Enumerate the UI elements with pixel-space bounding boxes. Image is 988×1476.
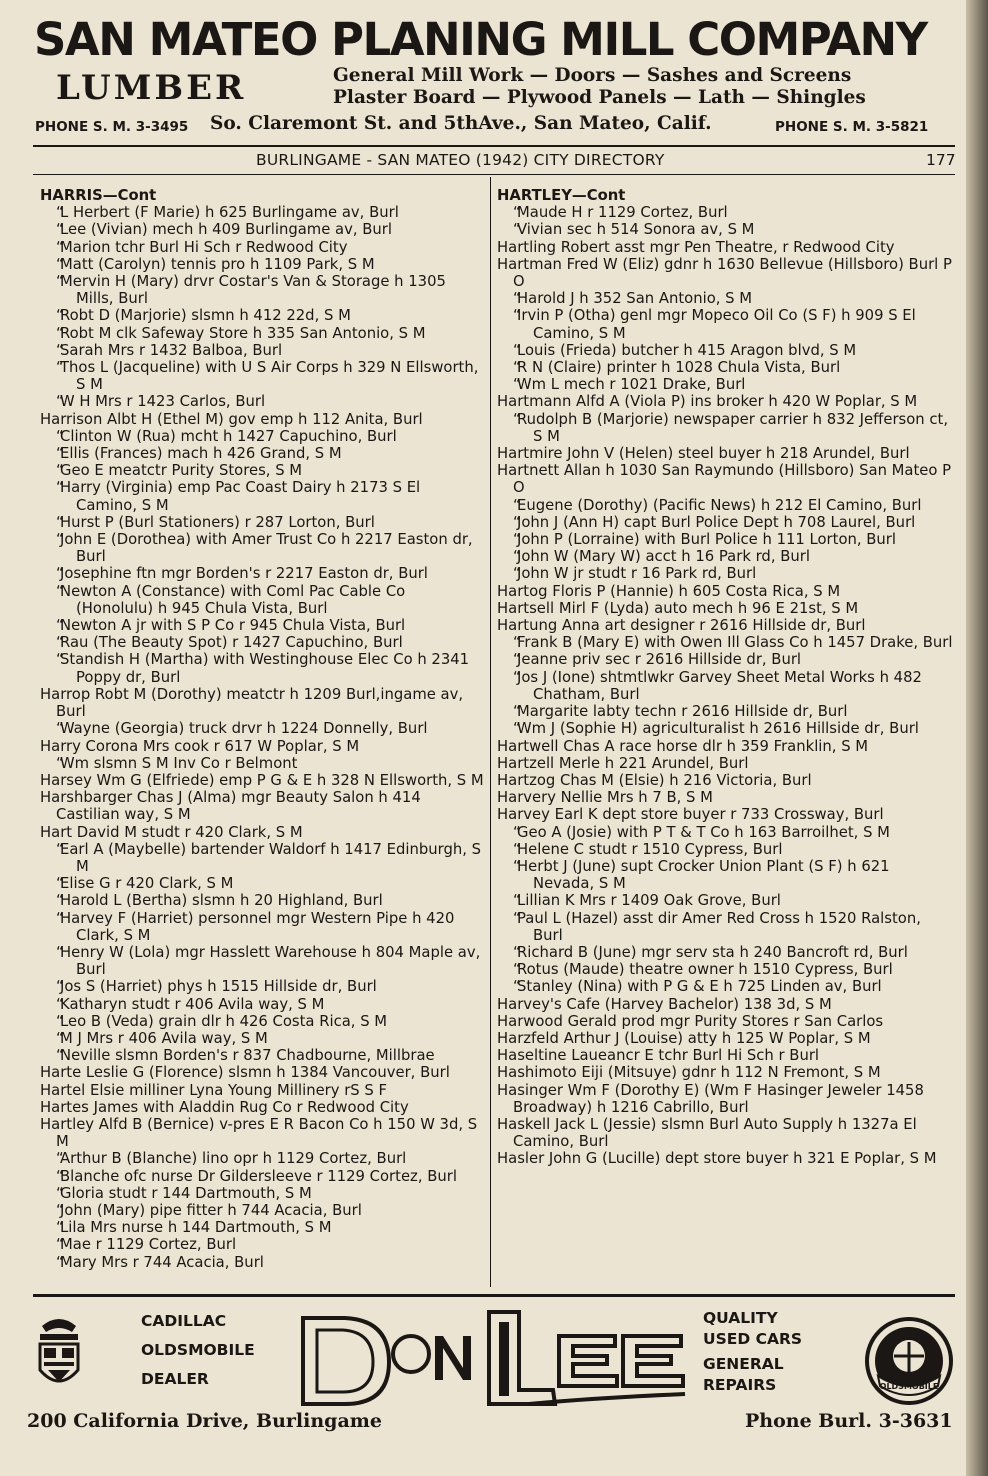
directory-entry: Hasler John G (Lucille) dept store buyer h 321 E Poplar, S M xyxy=(497,1150,937,1168)
directory-entry: “ Jos J (Ione) shtmtlwkr Garvey Sheet Metal Works h 482 Chatham, Burl xyxy=(497,669,955,703)
footer-ad-left-line-2: OLDSMOBILE xyxy=(141,1341,255,1359)
directory-entry: Harry Corona Mrs cook r 617 W Poplar, S M xyxy=(40,737,360,755)
directory-entry: “ L Herbert (F Marie) h 625 Burlingame av, Burl xyxy=(40,204,484,221)
directory-entry: “ Katharyn studt r 406 Avila way, S M xyxy=(40,996,484,1013)
directory-entry: Harvery Nellie Mrs h 7 B, S M xyxy=(497,789,713,807)
directory-entry: “ Mary Mrs r 744 Acacia, Burl xyxy=(40,1254,484,1271)
directory-entry: Hasinger Wm F (Dorothy E) (Wm F Hasinger Jeweler 1458 Broadway) h 1216 Cabrillo, Burl xyxy=(497,1081,924,1116)
directory-entry: Harvey's Cafe (Harvey Bachelor) 138 3d, S M xyxy=(497,995,832,1013)
directory-entry: “ Mae r 1129 Cortez, Burl xyxy=(40,1236,484,1253)
directory-entry: Harshbarger Chas J (Alma) mgr Beauty Salon h 414 Castilian way, S M xyxy=(40,789,421,824)
directory-entry: “ W H Mrs r 1423 Carlos, Burl xyxy=(40,393,484,410)
page-binding-shadow xyxy=(966,0,988,1476)
directory-entry: Haseltine Laueancr E tchr Burl Hi Sch r Burl xyxy=(497,1047,820,1065)
directory-entry: “ Robt D (Marjorie) slsmn h 412 22d, S M xyxy=(40,307,484,324)
directory-entry: “ Rau (The Beauty Spot) r 1427 Capuchino, Burl xyxy=(40,634,484,651)
oldsmobile-emblem-icon xyxy=(864,1316,954,1406)
header-ad-line-1: General Mill Work — Doors — Sashes and Screens xyxy=(333,65,852,86)
footer-ad-right-line-4: REPAIRS xyxy=(703,1376,777,1394)
directory-entry: Hartling Robert asst mgr Pen Theatre, r Redwood City xyxy=(497,238,895,256)
directory-entry: Hartnett Allan h 1030 San Raymundo (Hillsboro) San Mateo P O xyxy=(497,462,952,497)
directory-entry: “ Marion tchr Burl Hi Sch r Redwood City xyxy=(40,239,484,256)
footer-ad-left-line-3: DEALER xyxy=(141,1370,209,1388)
directory-entry: “ Wm J (Sophie H) agriculturalist h 2616 Hillside dr, Burl xyxy=(497,720,955,737)
directory-entry: “ Clinton W (Rua) mcht h 1427 Capuchino, Burl xyxy=(40,428,484,445)
directory-entry: “ Rotus (Maude) theatre owner h 1510 Cypress, Burl xyxy=(497,961,955,978)
right-column xyxy=(497,187,955,1168)
directory-entry: “ Maude H r 1129 Cortez, Burl xyxy=(497,204,955,221)
directory-entry: “ Arthur B (Blanche) lino opr h 1129 Cortez, Burl xyxy=(40,1150,484,1167)
directory-entry: Hartung Anna art designer r 2616 Hillside dr, Burl xyxy=(497,617,866,635)
directory-entry: “ Earl A (Maybelle) bartender Waldorf h 1417 Edinburgh, S M xyxy=(40,841,484,875)
directory-entry: “ Ellis (Frances) mach h 426 Grand, S M xyxy=(40,445,484,462)
directory-entry: “ John W jr studt r 16 Park rd, Burl xyxy=(497,565,955,582)
directory-entry: “ Wayne (Georgia) truck drvr h 1224 Donnelly, Burl xyxy=(40,720,484,737)
footer-ad-phone: Phone Burl. 3-3631 xyxy=(745,1410,953,1432)
directory-entry: “ Richard B (June) mgr serv sta h 240 Bancroft rd, Burl xyxy=(497,944,955,961)
footer-ad-address: 200 California Drive, Burlingame xyxy=(27,1410,382,1432)
directory-entry: Haskell Jack L (Jessie) slsmn Burl Auto Supply h 1327a El Camino, Burl xyxy=(497,1115,917,1151)
footer-ad-right-line-3: GENERAL xyxy=(703,1355,784,1373)
directory-entry: “ Harold J h 352 San Antonio, S M xyxy=(497,290,955,307)
continuation-heading: HARTLEY—Cont xyxy=(497,187,626,204)
directory-entry: Harrop Robt M (Dorothy) meatctr h 1209 Burl,ingame av, Burl xyxy=(40,685,464,721)
directory-entry: “ Stanley (Nina) with P G & E h 725 Linden av, Burl xyxy=(497,978,955,995)
directory-entry: “ Sarah Mrs r 1432 Balboa, Burl xyxy=(40,342,484,359)
directory-entry: “ Eugene (Dorothy) (Pacific News) h 212 El Camino, Burl xyxy=(497,497,955,514)
directory-entry: “ Leo B (Veda) grain dlr h 426 Costa Rica, S M xyxy=(40,1013,484,1030)
directory-entry: “ John E (Dorothea) with Amer Trust Co h 2217 Easton dr, Burl xyxy=(40,531,484,565)
footer-rule xyxy=(33,1294,955,1297)
directory-entry: “ Matt (Carolyn) tennis pro h 1109 Park, S M xyxy=(40,256,484,273)
directory-entry: “ Wm slsmn S M Inv Co r Belmont xyxy=(40,755,484,772)
directory-entry: “ Lillian K Mrs r 1409 Oak Grove, Burl xyxy=(497,892,955,909)
directory-entry: “ Harvey F (Harriet) personnel mgr Western Pipe h 420 Clark, S M xyxy=(40,910,484,944)
directory-entry: “ Blanche ofc nurse Dr Gildersleeve r 1129 Cortez, Burl xyxy=(40,1168,484,1185)
header-ad-company: SAN MATEO PLANING MILL COMPANY xyxy=(34,13,927,66)
directory-entry: Hartley Alfd B (Bernice) v-pres E R Bacon Co h 150 W 3d, S M xyxy=(40,1115,478,1151)
directory-entry: “ Paul L (Hazel) asst dir Amer Red Cross h 1520 Ralston, Burl xyxy=(497,910,955,944)
directory-entry: “ Rudolph B (Marjorie) newspaper carrier h 832 Jefferson ct, S M xyxy=(497,411,955,445)
directory-entry: Hartzell Merle h 221 Arundel, Burl xyxy=(497,754,749,772)
directory-entry: Hartog Floris P (Hannie) h 605 Costa Rica, S M xyxy=(497,582,841,600)
directory-entry: “ Robt M clk Safeway Store h 335 San Antonio, S M xyxy=(40,325,484,342)
column-divider xyxy=(490,177,491,1287)
directory-entry: “ Lila Mrs nurse h 144 Dartmouth, S M xyxy=(40,1219,484,1236)
directory-entry: “ Louis (Frieda) butcher h 415 Aragon blvd, S M xyxy=(497,342,955,359)
directory-entry: “ Margarite labty techn r 2616 Hillside dr, Burl xyxy=(497,703,955,720)
header-rule xyxy=(33,145,955,147)
directory-entry: Hartzog Chas M (Elsie) h 216 Victoria, Burl xyxy=(497,771,812,789)
don-lee-logo xyxy=(293,1306,687,1410)
header-ad-phone-right: PHONE S. M. 3-5821 xyxy=(775,119,929,135)
directory-entry: Harte Leslie G (Florence) slsmn h 1384 Vancouver, Burl xyxy=(40,1064,450,1082)
directory-entry: “ Mervin H (Mary) drvr Costar's Van & Storage h 1305 Mills, Burl xyxy=(40,273,484,307)
directory-entry: Harrison Albt H (Ethel M) gov emp h 112 Anita, Burl xyxy=(40,410,423,428)
directory-entry: “ Vivian sec h 514 Sonora av, S M xyxy=(497,221,955,238)
directory-entry: Harzfeld Arthur J (Louise) atty h 125 W Poplar, S M xyxy=(497,1029,871,1047)
running-head-rule xyxy=(33,174,955,175)
directory-entry: “ Standish H (Martha) with Westinghouse Elec Co h 2341 Poppy dr, Burl xyxy=(40,651,484,685)
directory-entry: “ Henry W (Lola) mgr Hasslett Warehouse h 804 Maple av, Burl xyxy=(40,944,484,978)
directory-entry: “ Lee (Vivian) mech h 409 Burlingame av, Burl xyxy=(40,221,484,238)
header-ad-line-2: Plaster Board — Plywood Panels — Lath — Shingles xyxy=(333,87,866,108)
directory-entry: “ Harry (Virginia) emp Pac Coast Dairy h 2173 S El Camino, S M xyxy=(40,479,484,513)
header-ad-lumber: LUMBER xyxy=(56,68,247,108)
directory-entry: “ Thos L (Jacqueline) with U S Air Corps h 329 N Ellsworth, S M xyxy=(40,359,484,393)
directory-entry: Hartwell Chas A race horse dlr h 359 Franklin, S M xyxy=(497,737,869,755)
directory-entry: “ Newton A (Constance) with Coml Pac Cable Co (Honolulu) h 945 Chula Vista, Burl xyxy=(40,583,484,617)
continuation-heading: HARRIS—Cont xyxy=(40,187,157,204)
oldsmobile-emblem-text: OLDSMOBILE xyxy=(879,1382,939,1391)
cadillac-crest-icon xyxy=(34,1312,84,1398)
footer-ad-right-line-1: QUALITY xyxy=(703,1309,778,1327)
directory-entry: “ Neville slsmn Borden's r 837 Chadbourne, Millbrae xyxy=(40,1047,484,1064)
directory-entry: “ John W (Mary W) acct h 16 Park rd, Burl xyxy=(497,548,955,565)
directory-entry: “ Elise G r 420 Clark, S M xyxy=(40,875,484,892)
directory-entry: Hart David M studt r 420 Clark, S M xyxy=(40,823,303,841)
directory-entry: Hartmann Alfd A (Viola P) ins broker h 420 W Poplar, S M xyxy=(497,393,918,411)
directory-entry: “ Josephine ftn mgr Borden's r 2217 Easton dr, Burl xyxy=(40,565,484,582)
directory-entry: “ R N (Claire) printer h 1028 Chula Vista, Burl xyxy=(497,359,955,376)
directory-entry: Hashimoto Eiji (Mitsuye) gdnr h 112 N Fremont, S M xyxy=(497,1064,881,1082)
directory-entry: “ John (Mary) pipe fitter h 744 Acacia, Burl xyxy=(40,1202,484,1219)
header-ad-phone-left: PHONE S. M. 3-3495 xyxy=(35,119,189,135)
directory-entry: “ Jos S (Harriet) phys h 1515 Hillside dr, Burl xyxy=(40,978,484,995)
directory-entry: Harvey Earl K dept store buyer r 733 Crossway, Burl xyxy=(497,806,884,824)
directory-entry: “ Harold L (Bertha) slsmn h 20 Highland, Burl xyxy=(40,892,484,909)
directory-entry: “ John J (Ann H) capt Burl Police Dept h 708 Laurel, Burl xyxy=(497,514,955,531)
directory-entry: “ Helene C studt r 1510 Cypress, Burl xyxy=(497,841,955,858)
directory-entry: “ Jeanne priv sec r 2616 Hillside dr, Burl xyxy=(497,651,955,668)
directory-entry: “ Newton A jr with S P Co r 945 Chula Vista, Burl xyxy=(40,617,484,634)
directory-entry: “ Irvin P (Otha) genl mgr Mopeco Oil Co (S F) h 909 S El Camino, S M xyxy=(497,307,955,341)
directory-entry: “ Frank B (Mary E) with Owen Ill Glass Co h 1457 Drake, Burl xyxy=(497,634,955,651)
directory-entry: “ Herbt J (June) supt Crocker Union Plant (S F) h 621 Nevada, S M xyxy=(497,858,955,892)
header-ad-address: So. Claremont St. and 5thAve., San Mateo, Calif. xyxy=(210,113,712,134)
footer-ad-left-line-1: CADILLAC xyxy=(141,1312,227,1330)
directory-entry: Hartel Elsie milliner Lyna Young Millinery rS S F xyxy=(40,1081,388,1099)
directory-entry: “ Hurst P (Burl Stationers) r 287 Lorton, Burl xyxy=(40,514,484,531)
directory-entry: “ Geo A (Josie) with P T & T Co h 163 Barroilhet, S M xyxy=(497,824,955,841)
footer-ad-right-line-2: USED CARS xyxy=(703,1330,803,1348)
directory-entry: Harwood Gerald prod mgr Purity Stores r San Carlos xyxy=(497,1012,884,1030)
directory-entry: “ John P (Lorraine) with Burl Police h 111 Lorton, Burl xyxy=(497,531,955,548)
running-head: BURLINGAME - SAN MATEO (1942) CITY DIRECTORY xyxy=(256,151,665,169)
directory-entry: “ Geo E meatctr Purity Stores, S M xyxy=(40,462,484,479)
directory-entry: Hartman Fred W (Eliz) gdnr h 1630 Bellevue (Hillsboro) Burl P O xyxy=(497,255,952,291)
directory-entry: “ Gloria studt r 144 Dartmouth, S M xyxy=(40,1185,484,1202)
directory-entry: Hartmire John V (Helen) steel buyer h 218 Arundel, Burl xyxy=(497,445,910,463)
page-number: 177 xyxy=(926,151,956,169)
directory-entry: Hartsell Mirl F (Lyda) auto mech h 96 E 21st, S M xyxy=(497,599,859,617)
directory-entry: Hartes James with Aladdin Rug Co r Redwood City xyxy=(40,1098,409,1116)
directory-entry: “ M J Mrs r 406 Avila way, S M xyxy=(40,1030,484,1047)
directory-entry: Harsey Wm G (Elfriede) emp P G & E h 328 N Ellsworth, S M xyxy=(40,771,484,789)
directory-entry: “ Wm L mech r 1021 Drake, Burl xyxy=(497,376,955,393)
left-column xyxy=(40,187,484,1271)
